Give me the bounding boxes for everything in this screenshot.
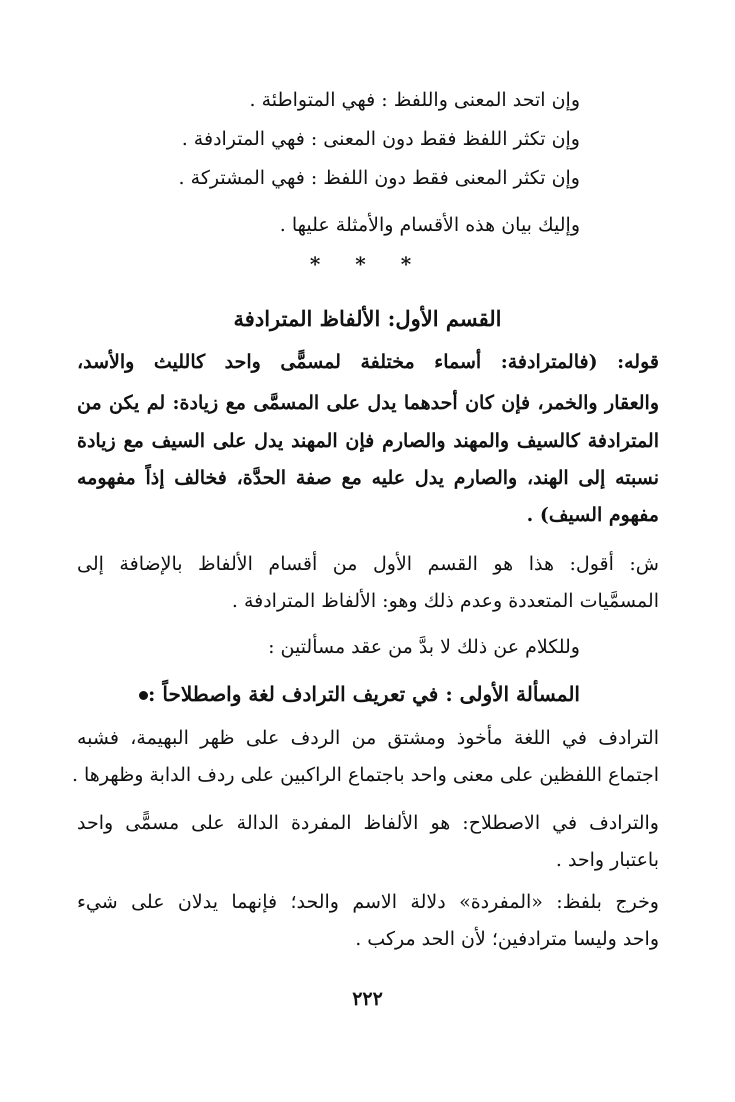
paragraph-3-line-2: واحد وليسا مترادفين؛ لأن الحد مركب . (355, 928, 659, 950)
section-title: القسم الأول: الألفاظ المترادفة (233, 306, 502, 331)
paragraph-2-line-2: باعتبار واحد . (555, 849, 659, 871)
intro-line-3: وإن تكثر المعنى فقط دون اللفظ : فهي المشتركة . (178, 167, 580, 189)
paragraph-3-line-1: وخرج بلفظ: «المفردة» دلالة الاسم والحد؛ فإنهما يدلان على شيء (77, 891, 659, 913)
intro-line-2: وإن تكثر اللفظ فقط دون المعنى : فهي المترادفة . (181, 128, 580, 150)
issue-heading (131, 677, 580, 711)
section-divider: * * * (309, 252, 426, 276)
commentary-line-2: المسمَّيات المتعددة وعدم ذلك وهو: الألفاظ المترادفة . (231, 590, 659, 612)
quote-line-3: المترادفة كالسيف والمهند والصارم فإن المهند يدل على السيف مع زيادة (77, 430, 659, 452)
commentary-line-3: وللكلام عن ذلك لا بدَّ من عقد مسألتين : (268, 636, 580, 658)
issue-heading-text: المسألة الأولى : في تعريف الترادف لغة واصطلاحاً : (148, 682, 580, 706)
commentary-line-1: ش: أقول: هذا هو القسم الأول من أقسام الألفاظ بالإضافة إلى (77, 553, 659, 575)
intro-line-1: وإن اتحد المعنى واللفظ : فهي المتواطئة . (249, 89, 580, 111)
quote-line-1: قوله: (فالمترادفة: أسماء مختلفة لمسمًّى واحد كالليث والأسد، (77, 351, 659, 373)
quote-line-2: والعقار والخمر، فإن كان أحدهما يدل على المسمَّى مع زيادة: لم يكن من (77, 392, 659, 414)
bullet-icon (139, 691, 148, 700)
quote-line-4: نسبته إلى الهند، والصارم يدل عليه مع صفة الحدَّة، فخالف إذاً مفهومه (77, 467, 659, 489)
paragraph-2-line-1: والترادف في الاصطلاح: هو الألفاظ المفردة الدالة على مسمًّى واحد (77, 812, 659, 834)
paragraph-1-line-2: اجتماع اللفظين على معنى واحد باجتماع الراكبين على ردف الدابة وظهرها . (71, 764, 659, 786)
intro-line-4: وإليك بيان هذه الأقسام والأمثلة عليها . (279, 214, 580, 236)
page-number: ٢٢٢ (352, 988, 383, 1010)
paragraph-1-line-1: الترادف في اللغة مأخوذ ومشتق من الردف على ظهر البهيمة، فشبه (77, 727, 659, 749)
quote-line-5: مفهوم السيف) . (526, 504, 659, 526)
